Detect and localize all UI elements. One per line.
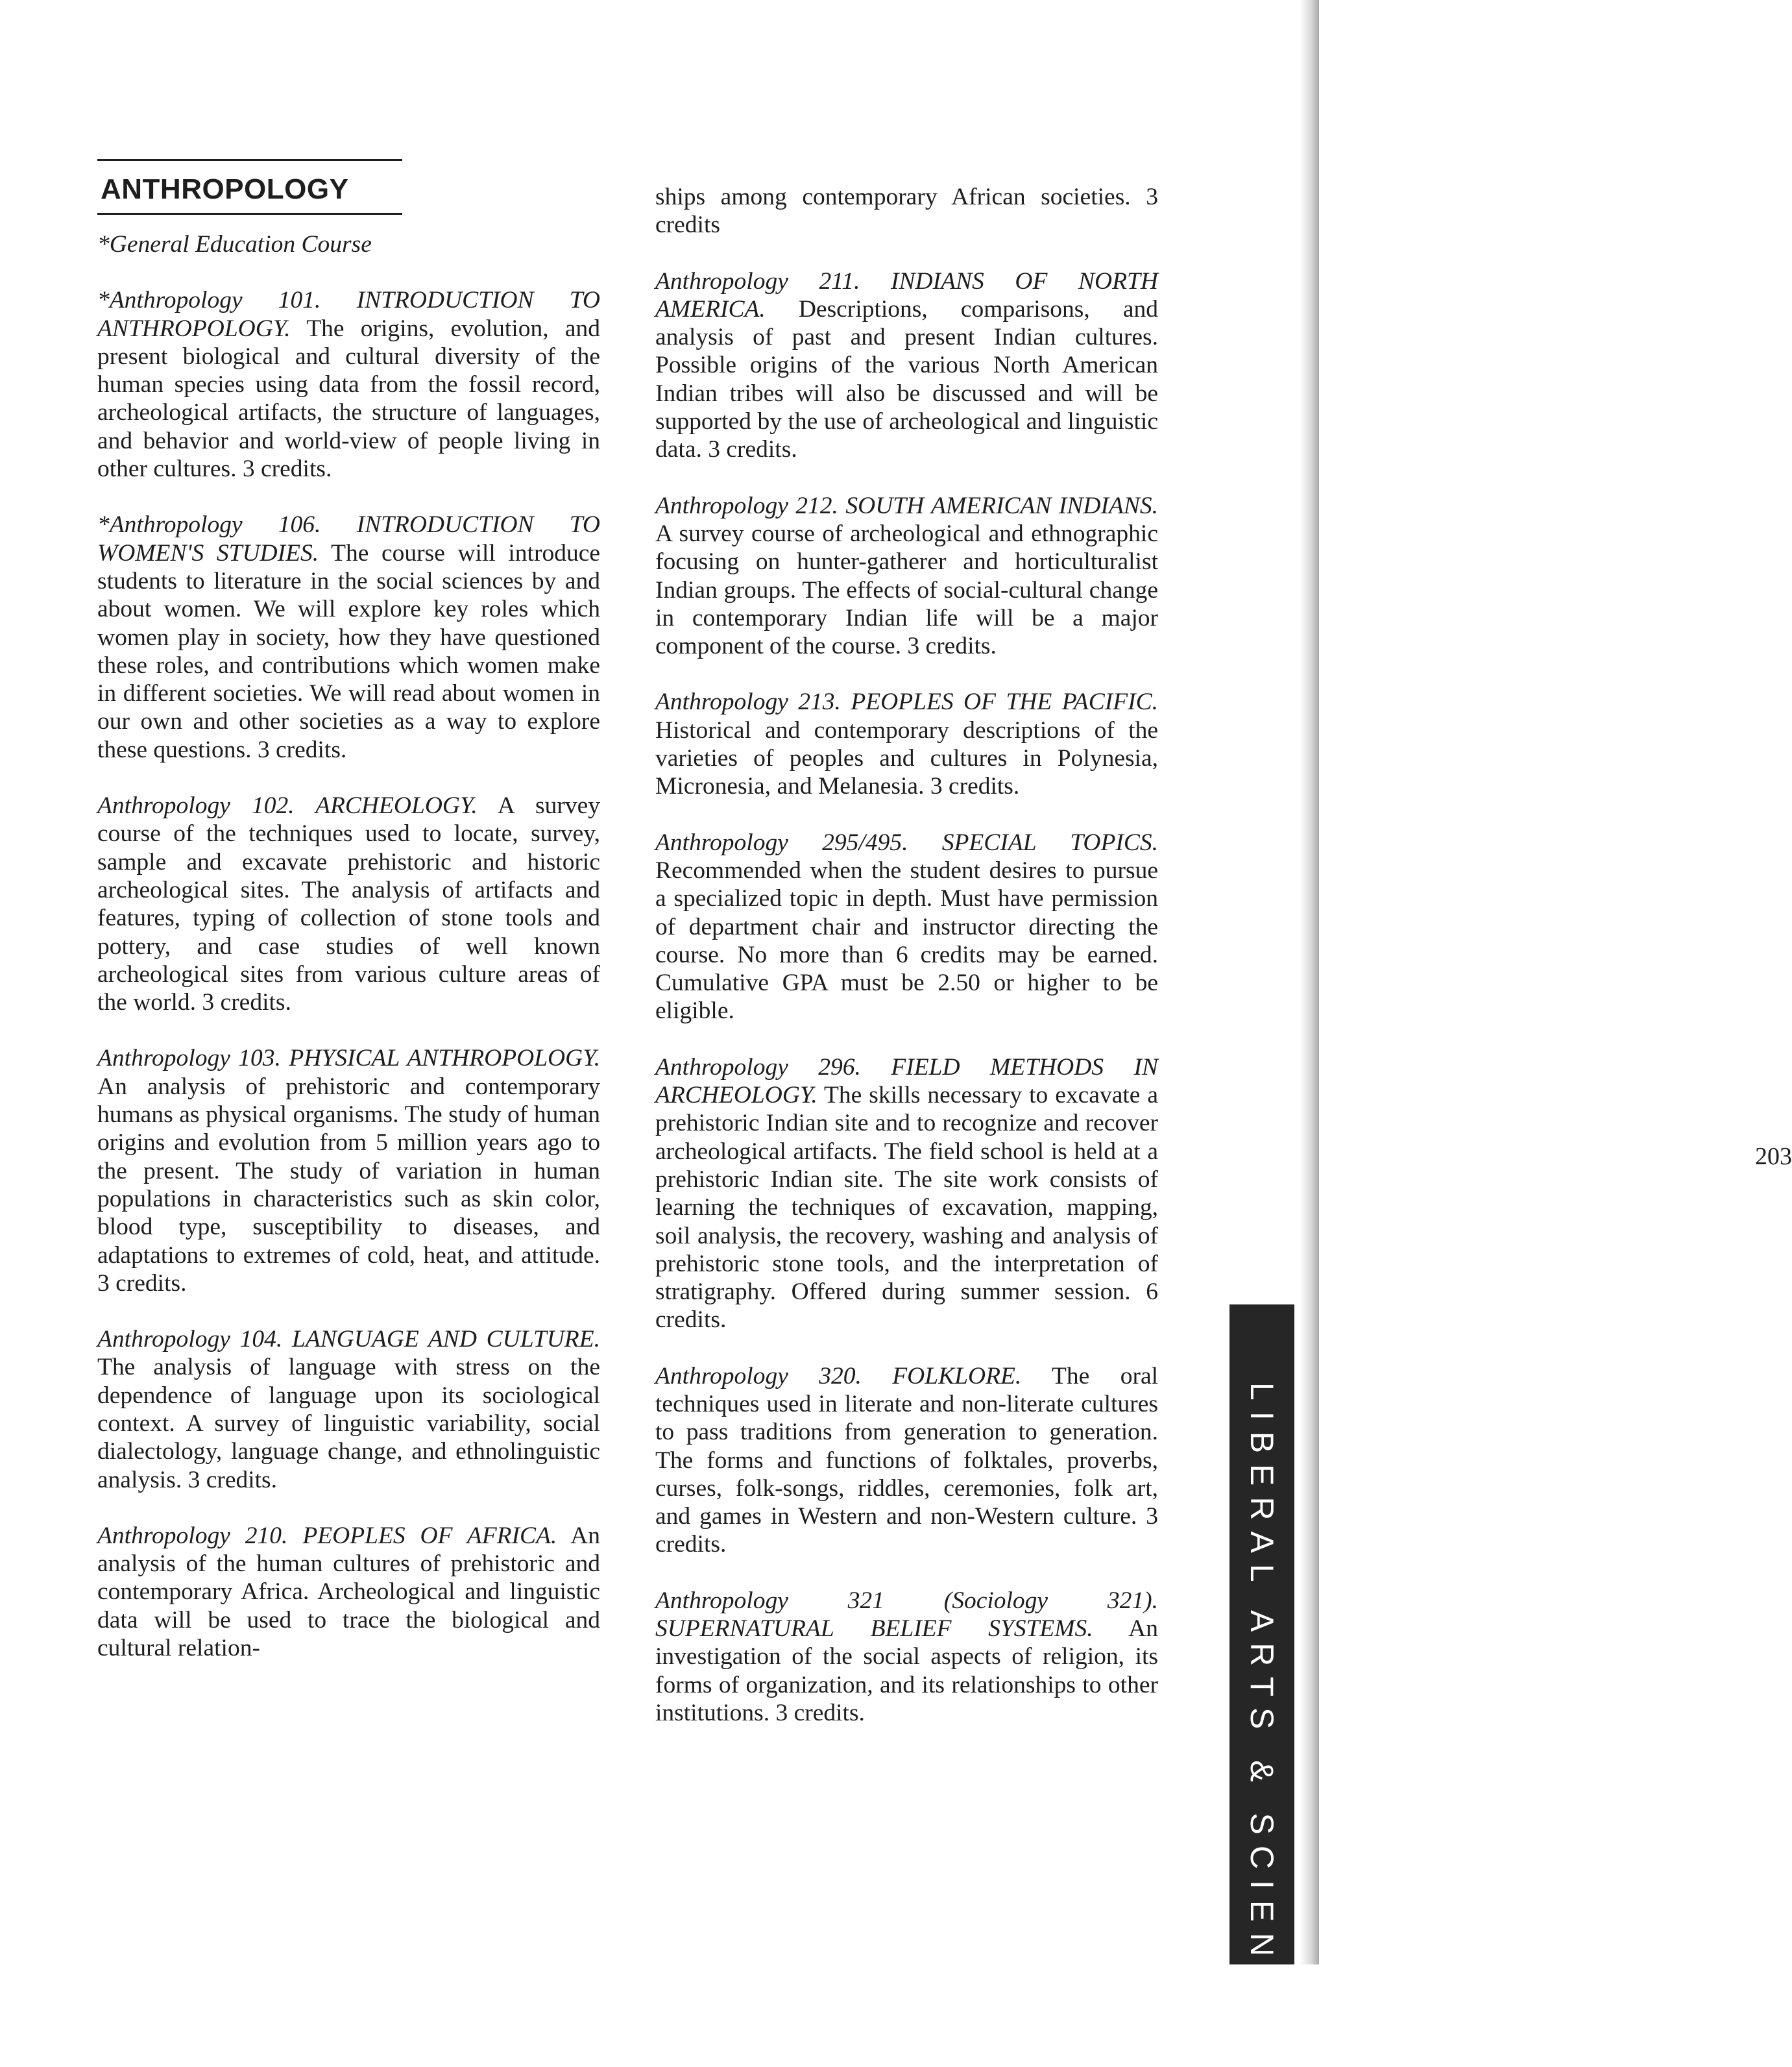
course-title: Anthropology 102. ARCHEOLOGY. (97, 792, 478, 820)
course-entry (97, 1522, 600, 1662)
continued-text (655, 183, 1158, 239)
course-title: Anthropology 212. SOUTH AMERICAN INDIANS. (655, 492, 1158, 519)
course-title: *Anthropology 106. INTRODUCTION TO WOMEN'S STUDIES. (97, 511, 600, 567)
course-description: A survey course of archeological and ethnographic focusing on hunter-gatherer and horticulturalist Indian groups. The effects of social-cultural change in contemporary Indian life will be a major component of the course. 3 credits. (655, 520, 1158, 660)
course-title: Anthropology 296. FIELD METHODS IN ARCHEOLOGY. (655, 1053, 1158, 1109)
course-entry (655, 1587, 1158, 1727)
course-entry (97, 792, 600, 1016)
course-entry (655, 1053, 1158, 1334)
course-description: An investigation of the social aspects of religion, its forms of organization, and its relationships to other institutions. 3 credits. (655, 1615, 1158, 1726)
course-description: An analysis of prehistoric and contemporary humans as physical organisms. The study of human origins and evolution from 5 million years ago to the present. The study of variation in human populations in characteristics such as skin color, blood type, susceptibility to diseases, and adaptations to extremes of cold, heat, and attitude. 3 credits. (97, 1073, 600, 1297)
course-title: Anthropology 210. PEOPLES OF AFRICA. (97, 1522, 557, 1549)
course-entry (655, 688, 1158, 800)
side-tab-label: LIBERAL ARTS & SCIENCES (1244, 1382, 1280, 2067)
course-title: Anthropology 213. PEOPLES OF THE PACIFIC. (655, 689, 1158, 716)
page-edge-shadow (1300, 0, 1319, 1964)
course-title: Anthropology 320. FOLKLORE. (655, 1362, 1022, 1389)
course-description: Descriptions, comparisons, and analysis of past and present Indian cultures. Possible origins of the various North American Indian tribes will also be discussed and will be supported by the use of archeological and linguistic data. 3 credits. (655, 295, 1159, 463)
section-side-tab (1229, 1304, 1294, 2067)
course-title: Anthropology 321 (Sociology 321). SUPERNATURAL BELIEF SYSTEMS. (655, 1587, 1158, 1643)
left-column (97, 159, 600, 1690)
course-description: An analysis of the human cultures of prehistoric and contemporary Africa. Archeological and linguistic data will be used to trace the biological and cultural relation- (97, 1522, 600, 1662)
course-title: Anthropology 103. PHYSICAL ANTHROPOLOGY. (97, 1045, 600, 1072)
course-entry (97, 1044, 600, 1297)
course-description: The course will introduce students to literature in the social sciences by and about women. We will explore key roles which women play in society, how they have questioned these roles, and contributions which women make in different societies. We will read about women in our own and other societies as a way to explore these questions. 3 credits. (97, 539, 600, 763)
course-entry (655, 492, 1158, 661)
course-description: Historical and contemporary descriptions of the varieties of peoples and cultures in Polynesia, Micronesia, and Melanesia. 3 credits. (655, 716, 1158, 800)
course-entry (655, 829, 1158, 1025)
course-title: Anthropology 104. LANGUAGE AND CULTURE. (97, 1326, 600, 1353)
course-title: Anthropology 295/495. SPECIAL TOPICS. (655, 829, 1158, 856)
page-number: 203 (1755, 1143, 1792, 1170)
course-entry (97, 1325, 600, 1494)
department-heading: ANTHROPOLOGY (97, 159, 402, 215)
course-entry (655, 1362, 1158, 1559)
course-entry (655, 267, 1158, 464)
general-education-note: *General Education Course (97, 231, 372, 258)
course-description: The skills necessary to excavate a prehistoric Indian site and to recognize and recover archeological artifacts. The field school is held at a prehistoric Indian site. The site work consists of learning the techniques of excavation, mapping, soil analysis, the recovery, washing and analysis of prehistoric stone tools, and the interpretation of stratigraphy. Offered during summer session. 6 credits. (655, 1082, 1159, 1334)
course-title: *Anthropology 101. INTRODUCTION TO ANTHROPOLOGY. (97, 287, 600, 342)
course-title: Anthropology 211. INDIANS OF NORTH AMERICA. (655, 267, 1158, 323)
course-description: The origins, evolution, and present biological and cultural diversity of the human species using data from the fossil record, archeological artifacts, the structure of languages, and behavior and world-view of people living in other cultures. 3 credits. (97, 315, 600, 483)
course-entry (97, 511, 600, 764)
course-entry (97, 286, 600, 483)
continued-text-body: ships among contemporary African societies. 3 credits (655, 184, 1158, 239)
course-description: The analysis of language with stress on the dependence of language upon its sociological context. A survey of linguistic variability, social dialectology, language change, and ethnolinguistic analysis. 3 credits. (97, 1354, 600, 1493)
course-description: A survey course of the techniques used to locate, survey, sample and excavate prehistoric and historic archeological sites. The analysis of artifacts and features, typing of collection of stone tools and pottery, and case studies of well known archeological sites from various culture areas of the world. 3 credits. (97, 792, 600, 1016)
course-description: Recommended when the student desires to pursue a specialized topic in depth. Must have permission of department chair and instructor directing the course. No more than 6 credits may be earned. Cumulative GPA must be 2.50 or higher to be eligible. (655, 857, 1158, 1025)
course-description: The oral techniques used in literate and non-literate cultures to pass traditions from generation to generation. The forms and functions of folktales, proverbs, curses, folk-songs, riddles, ceremonies, folk art, and games in Western and non-Western culture. 3 credits. (655, 1362, 1159, 1558)
